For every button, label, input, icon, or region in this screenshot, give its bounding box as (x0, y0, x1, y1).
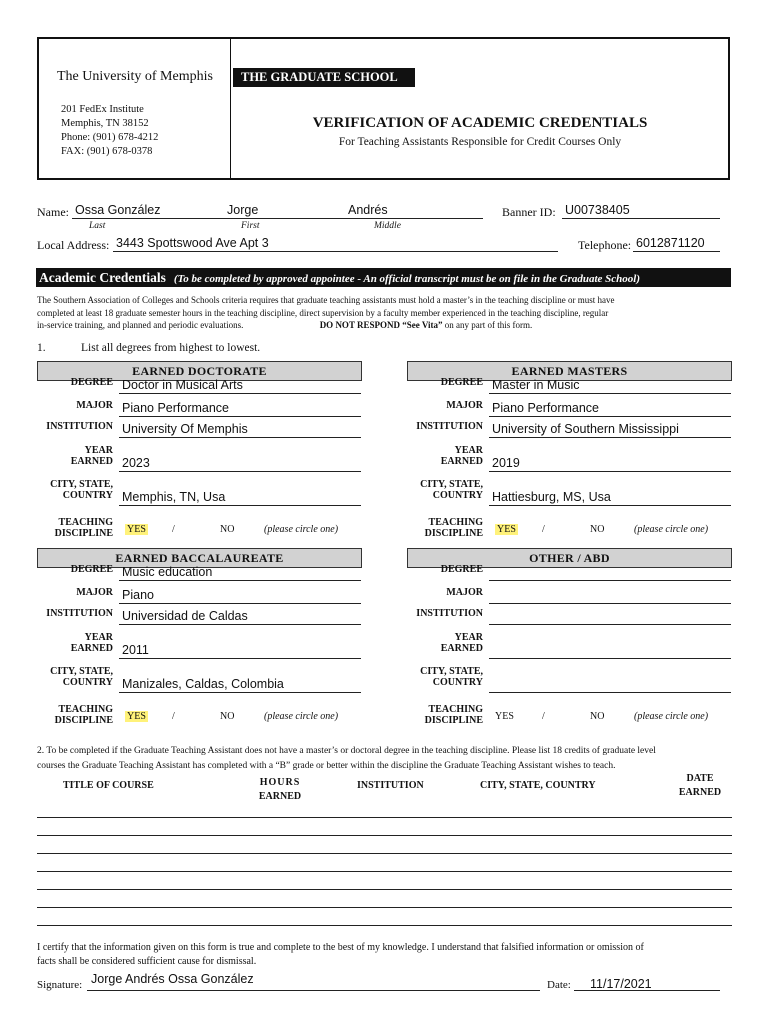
other-no-option[interactable]: NO (590, 711, 605, 722)
middle-name-value[interactable]: Andrés (348, 203, 388, 217)
col-hours (250, 776, 310, 804)
doctorate-institution-value[interactable]: University Of Memphis (122, 422, 248, 436)
other-institution-line (489, 624, 731, 625)
field-label-text: DISCIPLINE (424, 528, 483, 539)
bacc-year-line (119, 658, 361, 659)
certify-line: I certify that the information given on this form is true and complete to the best of my knowledge. I understand that falsified information or omission of (37, 942, 644, 953)
field-label-text: MAJOR (446, 587, 483, 598)
masters-year-label (369, 445, 483, 467)
bacc-major-value[interactable]: Piano (122, 588, 154, 602)
credentials-heading: Academic Credentials (39, 270, 166, 285)
section2-line: courses the Graduate Teaching Assistant has completed with a “B” grade or better within the discipline the Graduate Teaching Assistant wishes to teach. (37, 760, 616, 771)
masters-year-line (489, 471, 731, 472)
doctorate-degree-label (0, 377, 113, 388)
bacc-institution-label (0, 608, 113, 619)
doctorate-yes-option[interactable]: YES (127, 524, 146, 535)
field-label-text: TEACHING (428, 517, 483, 528)
bacc-no-option[interactable]: NO (220, 711, 235, 722)
field-label-text: MAJOR (76, 587, 113, 598)
field-label-text: DISCIPLINE (54, 528, 113, 539)
telephone-value[interactable]: 6012871120 (636, 236, 705, 250)
other-city-line (489, 692, 731, 693)
masters-degree-label (369, 377, 483, 388)
field-label-text: CITY, STATE, (420, 666, 483, 677)
col-hours-line: HOURS (259, 777, 301, 788)
please-circle-note: (please circle one) (634, 524, 709, 535)
field-label-text: DEGREE (440, 377, 483, 388)
other-major-label (369, 587, 483, 598)
section2-line: 2. To be completed if the Graduate Teaching Assistant does not have a master’s or doctoral degree in the teaching discipline. Please list 18 credits of graduate level (37, 746, 656, 756)
field-label-text: DEGREE (70, 564, 113, 575)
col-city: CITY, STATE, COUNTRY (480, 780, 596, 791)
address-block (61, 103, 158, 159)
banner-id-line (562, 218, 720, 219)
signature-line (87, 990, 540, 991)
bacc-year-label (0, 632, 113, 654)
doctorate-institution-label (0, 421, 113, 432)
bacc-teaching-label (0, 704, 113, 726)
block-title-masters: EARNED MASTERS (407, 361, 732, 381)
other-teaching-label (369, 704, 483, 726)
see-vita: “See Vita” (400, 320, 445, 330)
field-label-text: COUNTRY (432, 490, 483, 501)
date-value[interactable]: 11/17/2021 (590, 977, 652, 991)
field-label-text: DISCIPLINE (424, 715, 483, 726)
bacc-degree-value[interactable]: Music education (122, 565, 213, 579)
col-institution: INSTITUTION (357, 780, 424, 791)
slash: / (542, 524, 545, 535)
local-address-value[interactable]: 3443 Spottswood Ave Apt 3 (116, 236, 269, 250)
masters-no-option[interactable]: NO (590, 524, 605, 535)
other-degree-label (369, 564, 483, 575)
banner-id-value[interactable]: U00738405 (565, 203, 630, 217)
block-title-bacc: EARNED BACCALAUREATE (37, 548, 362, 568)
name-label: Name: (37, 205, 69, 219)
bacc-degree-label (0, 564, 113, 575)
field-label-text: EARNED (440, 643, 483, 654)
doctorate-degree-line (119, 393, 361, 394)
doctorate-city-line (119, 505, 361, 506)
bacc-institution-line (119, 624, 361, 625)
intro-line: in-service training, and planned and periodic evaluations. (37, 320, 244, 330)
field-label-text: DISCIPLINE (54, 715, 113, 726)
address-line: FAX: (901) 678-0378 (61, 146, 153, 157)
step1-text: List all degrees from highest to lowest. (81, 342, 261, 354)
doctorate-city-value[interactable]: Memphis, TN, Usa (122, 490, 226, 504)
bacc-major-line (119, 603, 361, 604)
field-label-text: COUNTRY (62, 677, 113, 688)
intro-end: on any part of this form. (444, 320, 533, 330)
masters-yes-option[interactable]: YES (497, 524, 516, 535)
field-label-text: YEAR (454, 632, 483, 643)
doctorate-teaching-label (0, 517, 113, 539)
masters-institution-value[interactable]: University of Southern Mississippi (492, 422, 679, 436)
credentials-heading-bar (36, 268, 731, 287)
telephone-label: Telephone: (578, 238, 632, 252)
doctorate-year-value[interactable]: 2023 (122, 456, 150, 470)
field-label-text: TEACHING (58, 517, 113, 528)
step1-number: 1. (37, 342, 46, 354)
field-label-text: MAJOR (76, 400, 113, 411)
middle-caption: Middle (374, 221, 401, 231)
field-label-text: INSTITUTION (416, 608, 483, 619)
bacc-yes-option[interactable]: YES (127, 711, 146, 722)
masters-institution-line (489, 437, 731, 438)
block-title-other: OTHER / ABD (407, 548, 732, 568)
slash: / (172, 524, 175, 535)
slash: / (172, 711, 175, 722)
banner-id-label: Banner ID: (502, 205, 556, 219)
last-name-value[interactable]: Ossa González (75, 203, 161, 217)
certification-text (37, 941, 644, 969)
other-yes-option[interactable]: YES (495, 711, 514, 722)
field-label-text: INSTITUTION (416, 421, 483, 432)
intro-line-3 (37, 319, 737, 332)
address-line: Phone: (901) 678-4212 (61, 132, 159, 143)
field-label-text: MAJOR (446, 400, 483, 411)
field-label-text: CITY, STATE, (50, 479, 113, 490)
masters-city-value[interactable]: Hattiesburg, MS, Usa (492, 490, 611, 504)
field-label-text: EARNED (70, 456, 113, 467)
last-caption: Last (89, 221, 106, 231)
other-institution-label (369, 608, 483, 619)
bacc-city-value[interactable]: Manizales, Caldas, Colombia (122, 677, 284, 691)
do-not-respond: DO NOT RESPOND (319, 320, 401, 330)
field-label-text: INSTITUTION (46, 421, 113, 432)
sacs-intro (37, 294, 737, 332)
course-entry-line[interactable] (37, 817, 732, 818)
field-label-text: EARNED (70, 643, 113, 654)
field-label-text: YEAR (84, 445, 113, 456)
bacc-institution-value[interactable]: Universidad de Caldas (122, 609, 248, 623)
intro-line: The Southern Association of Colleges and Schools criteria requires that graduate teaching assistants must hold a master’s in the teaching discipline or must have (37, 295, 615, 305)
field-label-text: TEACHING (428, 704, 483, 715)
field-label-text: DEGREE (70, 377, 113, 388)
col-date (672, 772, 728, 800)
first-caption: First (241, 221, 260, 231)
other-degree-line (489, 580, 731, 581)
other-year-label (369, 632, 483, 654)
course-entry-line[interactable] (37, 853, 732, 854)
signature-label: Signature: (37, 979, 83, 991)
date-label: Date: (547, 979, 571, 991)
bacc-city-label (0, 666, 113, 688)
doctorate-year-line (119, 471, 361, 472)
field-label-text: CITY, STATE, (420, 479, 483, 490)
address-line (113, 251, 558, 252)
masters-major-line (489, 416, 731, 417)
first-name-value[interactable]: Jorge (227, 203, 259, 217)
field-label-text: COUNTRY (432, 677, 483, 688)
please-circle-note: (please circle one) (264, 524, 339, 535)
intro-line: completed at least 18 graduate semester hours in the teaching discipline, direct supervision by a faculty member experienced in the teaching discipline, regular (37, 307, 609, 318)
local-address-label: Local Address: (37, 238, 110, 252)
masters-teaching-label (369, 517, 483, 539)
doctorate-city-label (0, 479, 113, 501)
col-date-line: EARNED (678, 787, 722, 798)
please-circle-note: (please circle one) (634, 711, 709, 722)
other-year-line (489, 658, 731, 659)
other-major-line (489, 603, 731, 604)
address-line: Memphis, TN 38152 (61, 118, 149, 129)
bacc-year-value[interactable]: 2011 (122, 643, 149, 657)
doctorate-institution-line (119, 437, 361, 438)
course-entry-line[interactable] (37, 889, 732, 890)
doctorate-major-label (0, 400, 113, 411)
masters-degree-line (489, 393, 731, 394)
address-line: 201 FedEx Institute (61, 104, 144, 115)
field-label-text: YEAR (84, 632, 113, 643)
doctorate-major-value[interactable]: Piano Performance (122, 401, 230, 415)
field-label-text: COUNTRY (62, 490, 113, 501)
field-label-text: DEGREE (440, 564, 483, 575)
certify-line: facts shall be considered sufficient cause for dismissal. (37, 956, 257, 967)
other-city-label (369, 666, 483, 688)
masters-city-line (489, 505, 731, 506)
name-line (72, 218, 483, 219)
doctorate-major-line (119, 416, 361, 417)
please-circle-note: (please circle one) (264, 711, 339, 722)
col-hours-line: EARNED (258, 791, 302, 802)
graduate-school-badge: THE GRADUATE SCHOOL (233, 68, 415, 87)
course-entry-line[interactable] (37, 835, 732, 836)
masters-institution-label (369, 421, 483, 432)
course-entry-line[interactable] (37, 925, 732, 926)
doctorate-year-label (0, 445, 113, 467)
field-label-text: CITY, STATE, (50, 666, 113, 677)
masters-major-value[interactable]: Piano Performance (492, 401, 600, 415)
course-entry-line[interactable] (37, 871, 732, 872)
bacc-city-line (119, 692, 361, 693)
slash: / (542, 711, 545, 722)
masters-year-value[interactable]: 2019 (492, 456, 520, 470)
course-entry-line[interactable] (37, 907, 732, 908)
field-label-text: EARNED (440, 456, 483, 467)
field-label-text: YEAR (454, 445, 483, 456)
telephone-line (633, 251, 720, 252)
masters-city-label (369, 479, 483, 501)
masters-major-label (369, 400, 483, 411)
bacc-major-label (0, 587, 113, 598)
doctorate-degree-value[interactable]: Doctor in Musical Arts (122, 378, 243, 392)
field-label-text: INSTITUTION (46, 608, 113, 619)
signature-value[interactable]: Jorge Andrés Ossa González (91, 972, 254, 986)
university-name: The University of Memphis (57, 69, 213, 84)
col-title-of-course: TITLE OF COURSE (63, 780, 154, 791)
form-subtitle: For Teaching Assistants Responsible for Credit Courses Only (338, 136, 622, 148)
col-date-line: DATE (686, 773, 714, 784)
credentials-heading-note: (To be completed by approved appointee - An official transcript must be on file in the Graduate School) (173, 273, 641, 285)
form-title: VERIFICATION OF ACADEMIC CREDENTIALS (312, 115, 648, 131)
block-title-doctorate: EARNED DOCTORATE (37, 361, 362, 381)
masters-degree-value[interactable]: Master in Music (492, 378, 580, 392)
bacc-degree-line (119, 580, 361, 581)
section2-instructions (37, 744, 656, 773)
field-label-text: TEACHING (58, 704, 113, 715)
doctorate-no-option[interactable]: NO (220, 524, 235, 535)
header-divider (230, 39, 231, 178)
